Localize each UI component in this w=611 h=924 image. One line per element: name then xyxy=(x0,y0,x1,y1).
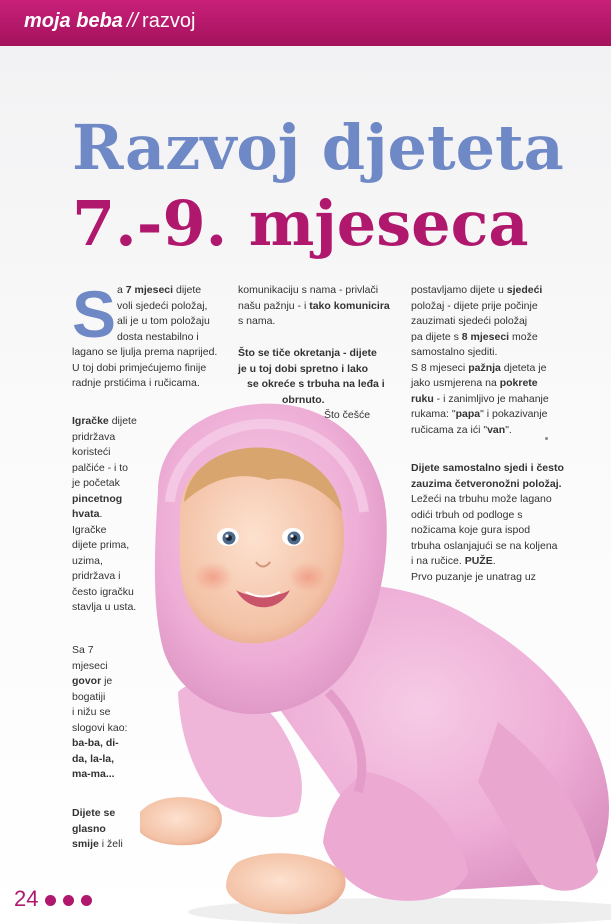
col3-text: postavljamo dijete u sjedeći položaj - dijete prije počinje zauzimati sjedeći položaj pa dijete s 8 mjeseci može samostalno sjediti. S 8 mjeseci pažnja djeteta je jako usmjerena na pokrete ruku - i zanimljivo je mahanje rukama: "papa" i pokazivanje ručicama za ići "van". xyxy=(411,284,549,436)
header-bar xyxy=(0,0,611,46)
drop-cap: S xyxy=(72,277,117,351)
footer-dot-icon xyxy=(81,895,92,906)
col1-intro: a 7 mjeseci dijete voli sjedeći položaj, ali je u tom položaju dosta nestabilno i xyxy=(117,284,210,343)
section-name: moja beba xyxy=(24,10,123,32)
page-footer xyxy=(14,886,92,912)
col3-sitting: Dijete samostalno sjedi i često zauzima četveronožni položaj. Ležeći na trbuhu može lagano odići trbuh od podloge s nožicama koje gura ispod trbuha oslanjajući se na koljena i na ručice. PUŽE. Prvo puzanje je unatrag uz xyxy=(411,462,564,583)
col1-paragraph1-rest: lagano se ljulja prema naprijed. U toj dobi primjećujemo finije radnje prstićima i ručicama. xyxy=(72,346,218,389)
col2-turning: Što se tiče okretanja - dijete je u toj dobi spretno i lako se okreće s trbuha na leđa i obrnuto. Što češće xyxy=(238,347,385,421)
sparkle-dot xyxy=(545,437,548,440)
col1-paragraph4: Dijete se glasno smije i želi xyxy=(72,807,123,850)
subsection-name: razvoj xyxy=(142,10,196,32)
footer-dot-icon xyxy=(45,895,56,906)
article-title-line2: 7.-9. mjeseca xyxy=(72,187,529,260)
footer-dot-icon xyxy=(63,895,74,906)
col1-paragraph2: Igračke dijete pridržava koristeći palčiće - i to je početak pincetnog hvata. Igračke dijete prima, uzima, pridržava i često igračku stavlja u usta. xyxy=(72,415,137,613)
header-separator: // xyxy=(126,10,139,32)
article-title-line1: Razvoj djeteta xyxy=(72,111,564,184)
header-title xyxy=(24,10,195,33)
col2-text: komunikaciju s nama - privlači našu pažnju - i tako komunicira s nama. xyxy=(238,284,390,327)
page-number: 24 xyxy=(14,886,39,911)
col1-paragraph3: Sa 7 mjeseci govor je bogatiji i nižu se slogovi kao: ba-ba, di- da, la-la, ma-ma... xyxy=(72,644,128,780)
